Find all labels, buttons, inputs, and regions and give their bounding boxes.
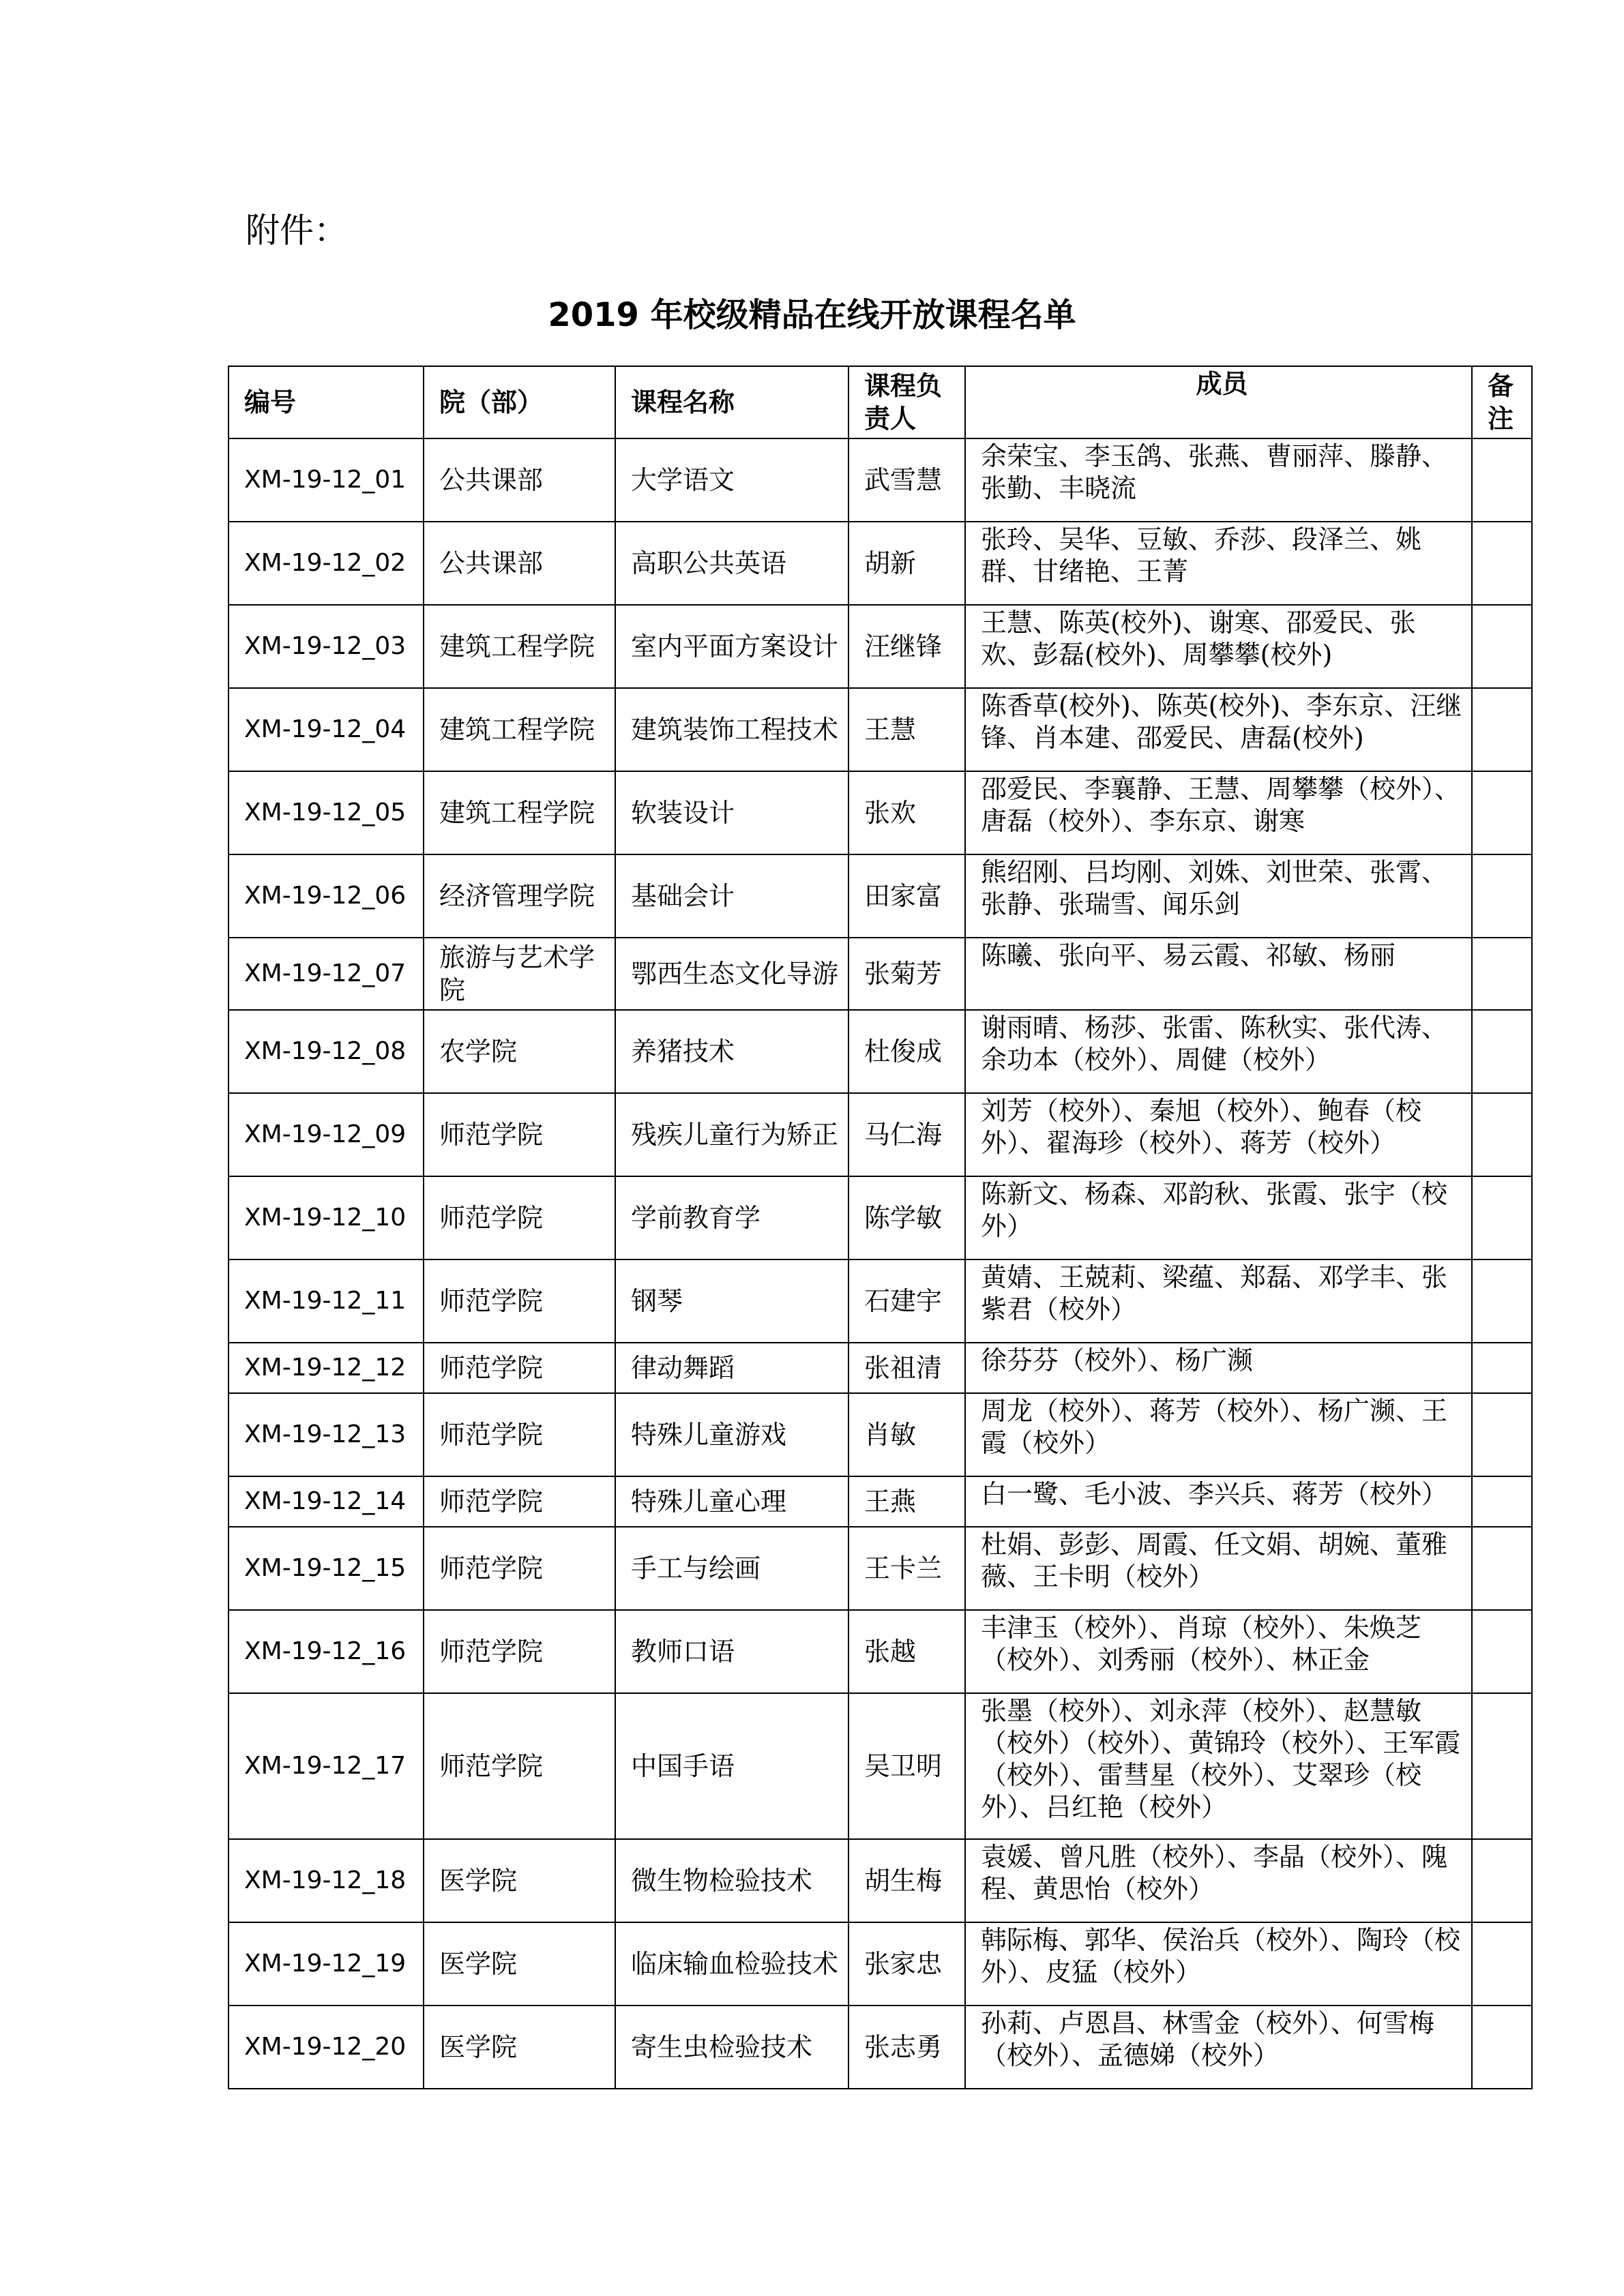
cell-code: XM-19-12_11 — [228, 1259, 424, 1343]
cell-code: XM-19-12_20 — [228, 2006, 424, 2089]
cell-dept: 公共课部 — [424, 438, 615, 522]
table-header — [228, 366, 1532, 438]
cell-code: XM-19-12_09 — [228, 1093, 424, 1176]
cell-members: 徐芬芬（校外）、杨广濒 — [965, 1343, 1472, 1393]
cell-leader: 王燕 — [848, 1476, 965, 1527]
cell-code: XM-19-12_05 — [228, 771, 424, 854]
header-leader: 课程负责人 — [848, 366, 965, 438]
table-row — [228, 1527, 1532, 1610]
cell-leader: 王慧 — [848, 688, 965, 771]
cell-members: 王慧、陈英(校外)、谢寒、邵爱民、张欢、彭磊(校外)、周攀攀(校外) — [965, 605, 1472, 688]
cell-course: 建筑装饰工程技术 — [615, 688, 848, 771]
cell-remark — [1472, 605, 1532, 688]
table-row — [228, 1610, 1532, 1693]
cell-remark — [1472, 1476, 1532, 1527]
cell-members: 丰津玉（校外）、肖琼（校外）、朱焕芝（校外）、刘秀丽（校外）、林正金 — [965, 1610, 1472, 1693]
cell-dept: 师范学院 — [424, 1343, 615, 1393]
cell-leader: 肖敏 — [848, 1393, 965, 1476]
cell-leader: 胡生梅 — [848, 1839, 965, 1922]
cell-members: 韩际梅、郭华、侯治兵（校外）、陶玲（校外）、皮猛（校外） — [965, 1922, 1472, 2006]
cell-code: XM-19-12_04 — [228, 688, 424, 771]
cell-dept: 医学院 — [424, 2006, 615, 2089]
table-body — [228, 438, 1532, 2089]
cell-remark — [1472, 2006, 1532, 2089]
cell-dept: 医学院 — [424, 1839, 615, 1922]
cell-course: 学前教育学 — [615, 1176, 848, 1259]
cell-dept: 师范学院 — [424, 1476, 615, 1527]
table-row — [228, 688, 1532, 771]
attachment-label: 附件： — [246, 211, 348, 250]
table-row — [228, 1476, 1532, 1527]
cell-leader: 王卡兰 — [848, 1527, 965, 1610]
table-row — [228, 1093, 1532, 1176]
cell-members: 张玲、吴华、豆敏、乔莎、段泽兰、姚群、甘绪艳、王菁 — [965, 522, 1472, 605]
cell-remark — [1472, 854, 1532, 938]
cell-leader: 杜俊成 — [848, 1010, 965, 1093]
table-row — [228, 1922, 1532, 2006]
cell-course: 寄生虫检验技术 — [615, 2006, 848, 2089]
cell-course: 高职公共英语 — [615, 522, 848, 605]
cell-dept: 经济管理学院 — [424, 854, 615, 938]
cell-dept: 师范学院 — [424, 1093, 615, 1176]
cell-dept: 师范学院 — [424, 1693, 615, 1839]
cell-members: 谢雨晴、杨莎、张雷、陈秋实、张代涛、余功本（校外）、周健（校外） — [965, 1010, 1472, 1093]
cell-course: 室内平面方案设计 — [615, 605, 848, 688]
cell-dept: 师范学院 — [424, 1527, 615, 1610]
cell-remark — [1472, 1093, 1532, 1176]
cell-remark — [1472, 1610, 1532, 1693]
cell-remark — [1472, 438, 1532, 522]
table-row — [228, 438, 1532, 522]
cell-members: 杜娟、彭彭、周霞、任文娟、胡婉、董雅薇、王卡明（校外） — [965, 1527, 1472, 1610]
cell-code: XM-19-12_07 — [228, 938, 424, 1010]
cell-remark — [1472, 1343, 1532, 1393]
cell-course: 手工与绘画 — [615, 1527, 848, 1610]
cell-leader: 张志勇 — [848, 2006, 965, 2089]
cell-code: XM-19-12_17 — [228, 1693, 424, 1839]
cell-dept: 旅游与艺术学院 — [424, 938, 615, 1010]
cell-code: XM-19-12_13 — [228, 1393, 424, 1476]
cell-members: 余荣宝、李玉鸽、张燕、曹丽萍、滕静、张勤、丰晓流 — [965, 438, 1472, 522]
cell-code: XM-19-12_10 — [228, 1176, 424, 1259]
cell-members: 陈曦、张向平、易云霞、祁敏、杨丽 — [965, 938, 1472, 1010]
cell-dept: 师范学院 — [424, 1259, 615, 1343]
cell-course: 微生物检验技术 — [615, 1839, 848, 1922]
cell-course: 特殊儿童心理 — [615, 1476, 848, 1527]
cell-leader: 吴卫明 — [848, 1693, 965, 1839]
cell-course: 残疾儿童行为矫正 — [615, 1093, 848, 1176]
cell-remark — [1472, 771, 1532, 854]
cell-code: XM-19-12_12 — [228, 1343, 424, 1393]
table-row — [228, 522, 1532, 605]
cell-code: XM-19-12_06 — [228, 854, 424, 938]
cell-remark — [1472, 938, 1532, 1010]
cell-dept: 建筑工程学院 — [424, 605, 615, 688]
cell-leader: 张家忠 — [848, 1922, 965, 2006]
cell-leader: 田家富 — [848, 854, 965, 938]
cell-dept: 医学院 — [424, 1922, 615, 2006]
cell-course: 鄂西生态文化导游 — [615, 938, 848, 1010]
document-title: 2019 年校级精品在线开放课程名单 — [548, 296, 1076, 334]
cell-code: XM-19-12_19 — [228, 1922, 424, 2006]
cell-course: 特殊儿童游戏 — [615, 1393, 848, 1476]
cell-leader: 汪继锋 — [848, 605, 965, 688]
cell-remark — [1472, 522, 1532, 605]
cell-code: XM-19-12_08 — [228, 1010, 424, 1093]
cell-members: 张墨（校外）、刘永萍（校外）、赵慧敏（校外）（校外）、黄锦玲（校外）、王军霞（校外）、雷彗星（校外）、艾翠珍（校外）、吕红艳（校外） — [965, 1693, 1472, 1839]
cell-leader: 张越 — [848, 1610, 965, 1693]
cell-code: XM-19-12_14 — [228, 1476, 424, 1527]
cell-dept: 公共课部 — [424, 522, 615, 605]
cell-course: 律动舞蹈 — [615, 1343, 848, 1393]
cell-course: 中国手语 — [615, 1693, 848, 1839]
cell-code: XM-19-12_18 — [228, 1839, 424, 1922]
cell-dept: 建筑工程学院 — [424, 688, 615, 771]
cell-dept: 农学院 — [424, 1010, 615, 1093]
cell-members: 邵爱民、李襄静、王慧、周攀攀（校外）、唐磊（校外）、李东京、谢寒 — [965, 771, 1472, 854]
cell-leader: 张菊芳 — [848, 938, 965, 1010]
header-code: 编号 — [228, 366, 424, 438]
cell-members: 陈新文、杨森、邓韵秋、张霞、张宇（校外） — [965, 1176, 1472, 1259]
table-row — [228, 1393, 1532, 1476]
cell-members: 刘芳（校外）、秦旭（校外）、鲍春（校外）、翟海珍（校外）、蒋芳（校外） — [965, 1093, 1472, 1176]
cell-course: 软装设计 — [615, 771, 848, 854]
cell-code: XM-19-12_01 — [228, 438, 424, 522]
cell-remark — [1472, 1922, 1532, 2006]
cell-leader: 马仁海 — [848, 1093, 965, 1176]
table-row — [228, 1343, 1532, 1393]
cell-remark — [1472, 1693, 1532, 1839]
cell-dept: 师范学院 — [424, 1393, 615, 1476]
cell-leader: 武雪慧 — [848, 438, 965, 522]
header-row — [228, 366, 1532, 438]
cell-members: 陈香草(校外)、陈英(校外)、李东京、汪继锋、肖本建、邵爱民、唐磊(校外) — [965, 688, 1472, 771]
cell-course: 大学语文 — [615, 438, 848, 522]
cell-members: 周龙（校外）、蒋芳（校外）、杨广濒、王霞（校外） — [965, 1393, 1472, 1476]
table-row — [228, 1839, 1532, 1922]
table-row — [228, 2006, 1532, 2089]
cell-leader: 张祖清 — [848, 1343, 965, 1393]
cell-remark — [1472, 1259, 1532, 1343]
table-row — [228, 1693, 1532, 1839]
cell-course: 基础会计 — [615, 854, 848, 938]
cell-leader: 张欢 — [848, 771, 965, 854]
table-row — [228, 605, 1532, 688]
cell-leader: 陈学敏 — [848, 1176, 965, 1259]
cell-code: XM-19-12_03 — [228, 605, 424, 688]
cell-remark — [1472, 1010, 1532, 1093]
table-row — [228, 938, 1532, 1010]
cell-dept: 师范学院 — [424, 1610, 615, 1693]
cell-leader: 石建宇 — [848, 1259, 965, 1343]
cell-code: XM-19-12_16 — [228, 1610, 424, 1693]
header-course: 课程名称 — [615, 366, 848, 438]
cell-members: 孙莉、卢恩昌、林雪金（校外）、何雪梅（校外）、孟德娣（校外） — [965, 2006, 1472, 2089]
cell-course: 教师口语 — [615, 1610, 848, 1693]
table-row — [228, 854, 1532, 938]
cell-code: XM-19-12_02 — [228, 522, 424, 605]
cell-course: 养猪技术 — [615, 1010, 848, 1093]
table-row — [228, 1010, 1532, 1093]
cell-members: 熊绍刚、吕均刚、刘姝、刘世荣、张霄、张静、张瑞雪、闻乐剑 — [965, 854, 1472, 938]
header-members: 成员 — [965, 366, 1472, 438]
table-row — [228, 771, 1532, 854]
cell-code: XM-19-12_15 — [228, 1527, 424, 1610]
cell-leader: 胡新 — [848, 522, 965, 605]
course-list-table — [228, 366, 1533, 2089]
cell-course: 临床输血检验技术 — [615, 1922, 848, 2006]
cell-remark — [1472, 1527, 1532, 1610]
cell-dept: 建筑工程学院 — [424, 771, 615, 854]
cell-remark — [1472, 688, 1532, 771]
cell-remark — [1472, 1176, 1532, 1259]
table-row — [228, 1176, 1532, 1259]
cell-dept: 师范学院 — [424, 1176, 615, 1259]
header-dept: 院（部） — [424, 366, 615, 438]
cell-remark — [1472, 1393, 1532, 1476]
cell-members: 白一鹭、毛小波、李兴兵、蒋芳（校外） — [965, 1476, 1472, 1527]
header-remark: 备注 — [1472, 366, 1532, 438]
cell-members: 袁媛、曾凡胜（校外）、李晶（校外）、隗程、黄思怡（校外） — [965, 1839, 1472, 1922]
cell-remark — [1472, 1839, 1532, 1922]
cell-course: 钢琴 — [615, 1259, 848, 1343]
cell-members: 黄婧、王兢莉、梁蕴、郑磊、邓学丰、张紫君（校外） — [965, 1259, 1472, 1343]
table-row — [228, 1259, 1532, 1343]
